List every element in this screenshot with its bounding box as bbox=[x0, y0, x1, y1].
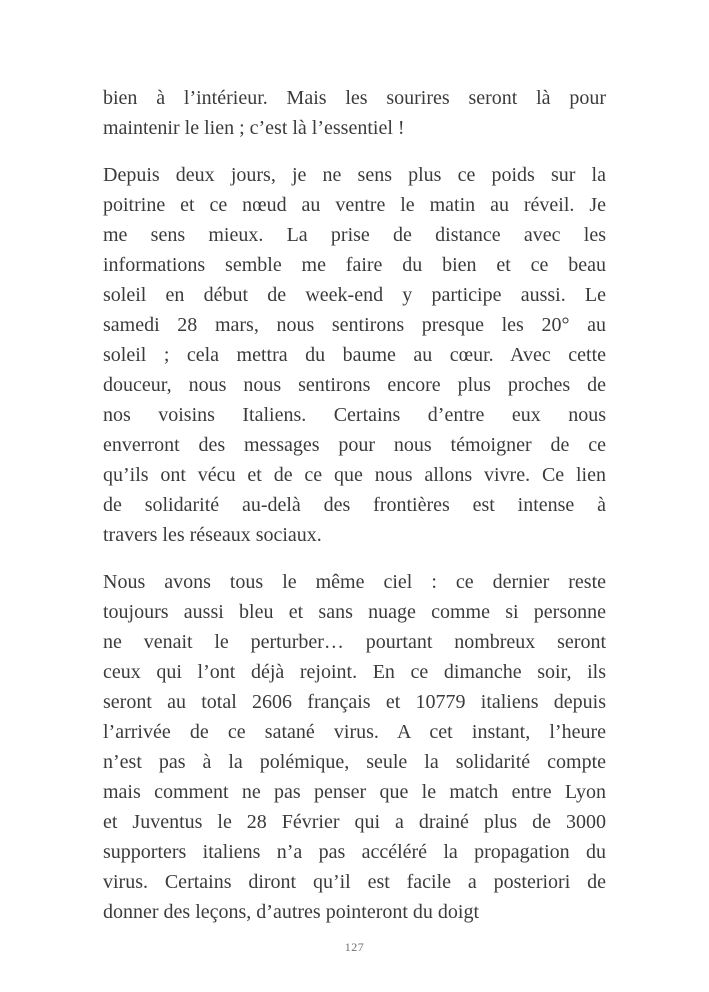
text-line: ne venait le perturber… pourtant nombreux seront bbox=[103, 631, 606, 653]
paragraph bbox=[103, 567, 606, 927]
text-line: soleil ; cela mettra du baume au cœur. Avec cette bbox=[103, 344, 606, 366]
text-block bbox=[103, 83, 606, 944]
text-line: bien à l’intérieur. Mais les sourires seront là pour bbox=[103, 87, 606, 109]
text-line: enverront des messages pour nous témoigner de ce bbox=[103, 434, 606, 456]
page-footer bbox=[0, 938, 709, 956]
text-line: supporters italiens n’a pas accéléré la propagation du bbox=[103, 841, 606, 863]
text-line: seront au total 2606 français et 10779 italiens depuis bbox=[103, 691, 606, 713]
paragraph bbox=[103, 83, 606, 143]
text-line: l’arrivée de ce satané virus. A cet instant, l’heure bbox=[103, 721, 606, 743]
text-line: qu’ils ont vécu et de ce que nous allons vivre. Ce lien bbox=[103, 464, 606, 486]
text-line: Nous avons tous le même ciel : ce dernier reste bbox=[103, 571, 606, 593]
text-line: me sens mieux. La prise de distance avec les bbox=[103, 224, 606, 246]
text-line: soleil en début de week-end y participe aussi. Le bbox=[103, 284, 606, 306]
text-line: n’est pas à la polémique, seule la solidarité compte bbox=[103, 751, 606, 773]
text-line: virus. Certains diront qu’il est facile a posteriori de bbox=[103, 871, 606, 893]
text-line: maintenir le lien ; c’est là l’essentiel ! bbox=[103, 117, 405, 139]
text-line: poitrine et ce nœud au ventre le matin au réveil. Je bbox=[103, 194, 606, 216]
paragraph bbox=[103, 160, 606, 550]
page-number: 127 bbox=[344, 940, 365, 954]
text-line: Depuis deux jours, je ne sens plus ce poids sur la bbox=[103, 164, 606, 186]
text-line: informations semble me faire du bien et ce beau bbox=[103, 254, 606, 276]
text-line: et Juventus le 28 Février qui a drainé plus de 3000 bbox=[103, 811, 606, 833]
text-line: travers les réseaux sociaux. bbox=[103, 524, 322, 546]
text-line: nos voisins Italiens. Certains d’entre eux nous bbox=[103, 404, 606, 426]
text-line: de solidarité au-delà des frontières est intense à bbox=[103, 494, 606, 516]
text-line: donner des leçons, d’autres pointeront du doigt bbox=[103, 901, 480, 923]
text-line: samedi 28 mars, nous sentirons presque les 20° au bbox=[103, 314, 606, 336]
text-line: douceur, nous nous sentirons encore plus proches de bbox=[103, 374, 606, 396]
text-line: mais comment ne pas penser que le match entre Lyon bbox=[103, 781, 606, 803]
text-line: toujours aussi bleu et sans nuage comme si personne bbox=[103, 601, 606, 623]
text-line: ceux qui l’ont déjà rejoint. En ce dimanche soir, ils bbox=[103, 661, 606, 683]
